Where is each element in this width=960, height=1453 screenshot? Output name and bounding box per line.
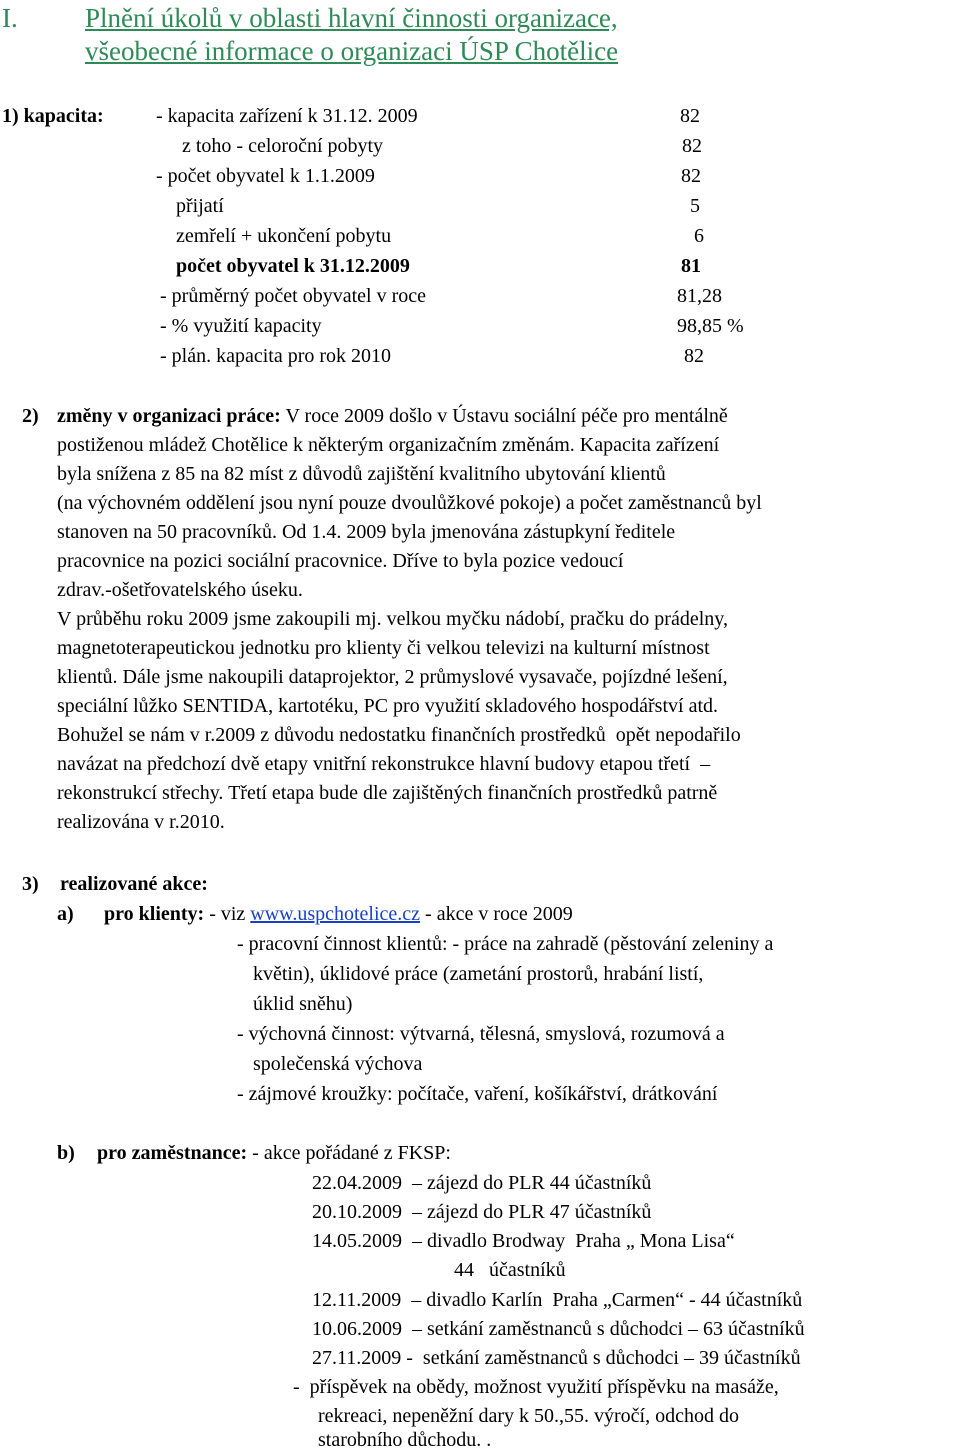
changes-line: zdrav.-ošetřovatelského úseku. bbox=[57, 579, 303, 601]
changes-line: navázat na předchozí dvě etapy vnitřní rekonstrukce hlavní budovy etapou třetí – bbox=[57, 753, 711, 775]
actions-label: realizované akce: bbox=[60, 873, 208, 895]
actions-a-line: úklid sněhu) bbox=[253, 993, 353, 1015]
actions-b-label: pro zaměstnance: bbox=[97, 1142, 248, 1164]
capacity-row-text: - plán. kapacita pro rok 2010 bbox=[160, 345, 392, 367]
actions-a-header bbox=[104, 901, 573, 927]
capacity-row-value: 81,28 bbox=[677, 285, 722, 307]
actions-a-line: - výchovná činnost: výtvarná, tělesná, smyslová, rozumová a bbox=[237, 1023, 725, 1045]
section-title-line-1: Plnění úkolů v oblasti hlavní činnosti organizace, bbox=[85, 3, 618, 33]
changes-line: postiženou mládež Chotělice k některým organizačním změnám. Kapacita zařízení bbox=[57, 434, 720, 456]
capacity-row-text: - kapacita zařízení k 31.12. 2009 bbox=[156, 105, 418, 127]
actions-b-line: rekreaci, nepeněžní dary k 50.,55. výročí, odchod do bbox=[318, 1405, 739, 1427]
actions-b-post: - akce pořádané z FKSP: bbox=[247, 1142, 451, 1164]
actions-b-line: 14.05.2009 – divadlo Brodway Praha „ Mona Lisa“ bbox=[312, 1230, 735, 1252]
changes-line: V průběhu roku 2009 jsme zakoupili mj. velkou myčku nádobí, pračku do prádelny, bbox=[57, 608, 728, 630]
actions-b-line: 20.10.2009 – zájezd do PLR 47 účastníků bbox=[312, 1201, 652, 1223]
actions-b-letter: b) bbox=[57, 1142, 75, 1164]
actions-a-label: pro klienty: bbox=[104, 903, 205, 925]
actions-b-line: 10.06.2009 – setkání zaměstnanců s důchodci – 63 účastníků bbox=[312, 1318, 805, 1340]
section-number: I. bbox=[2, 3, 18, 33]
capacity-row-value: 98,85 % bbox=[677, 315, 744, 337]
changes-line: klientů. Dále jsme nakoupili dataprojektor, 2 průmyslové vysavače, pojízdné lešení, bbox=[57, 666, 728, 688]
actions-b-line: 12.11.2009 – divadlo Karlín Praha „Carmen“ - 44 účastníků bbox=[312, 1289, 803, 1311]
changes-line: (na výchovném oddělení jsou nyní pouze dvoulůžkové pokoje) a počet zaměstnanců byl bbox=[57, 492, 762, 514]
actions-b-header bbox=[97, 1140, 451, 1166]
actions-a-pre: - viz bbox=[204, 903, 251, 925]
capacity-row-value: 82 bbox=[680, 105, 700, 127]
capacity-row-value: 82 bbox=[682, 135, 702, 157]
changes-line: stanoven na 50 pracovníků. Od 1.4. 2009 byla jmenována zástupkyní ředitele bbox=[57, 521, 676, 543]
capacity-row-text: - průměrný počet obyvatel v roce bbox=[160, 285, 427, 307]
actions-b-line: - příspěvek na obědy, možnost využití příspěvku na masáže, bbox=[293, 1376, 779, 1398]
capacity-row-text: přijatí bbox=[176, 195, 224, 217]
capacity-row-text: zemřelí + ukončení pobytu bbox=[176, 225, 392, 247]
changes-first-line bbox=[57, 403, 728, 429]
capacity-row-value: 81 bbox=[681, 255, 701, 277]
actions-number: 3) bbox=[22, 873, 39, 895]
actions-b-line: starobního důchodu. . bbox=[318, 1429, 492, 1451]
changes-first-text: V roce 2009 došlo v Ústavu sociální péče pro mentálně bbox=[280, 405, 728, 427]
capacity-row-text: - počet obyvatel k 1.1.2009 bbox=[156, 165, 375, 187]
capacity-row-text: počet obyvatel k 31.12.2009 bbox=[176, 255, 410, 277]
changes-label: změny v organizaci práce: bbox=[57, 405, 281, 427]
actions-a-post: - akce v roce 2009 bbox=[420, 903, 573, 925]
changes-line: speciální lůžko SENTIDA, kartotéku, PC pro využití skladového hospodářství atd. bbox=[57, 695, 719, 717]
actions-b-line: 44 účastníků bbox=[454, 1259, 566, 1281]
actions-a-letter: a) bbox=[57, 903, 74, 925]
actions-a-line: - zájmové kroužky: počítače, vaření, košíkářství, drátkování bbox=[237, 1083, 718, 1105]
capacity-row-text: z toho - celoroční pobyty bbox=[182, 135, 384, 157]
section-title-line-2: všeobecné informace o organizaci ÚSP Chotělice bbox=[85, 36, 619, 66]
actions-b-line: 27.11.2009 - setkání zaměstnanců s důchodci – 39 účastníků bbox=[312, 1347, 801, 1369]
changes-line: realizována v r.2010. bbox=[57, 811, 225, 833]
changes-line: Bohužel se nám v r.2009 z důvodu nedostatku finančních prostředků opět nepodařilo bbox=[57, 724, 741, 746]
changes-line: pracovnice na pozici sociální pracovnice. Dříve to byla pozice vedoucí bbox=[57, 550, 624, 572]
actions-a-line: květin), úklidové práce (zametání prostorů, hrabání listí, bbox=[253, 963, 704, 985]
changes-line: magnetoterapeutickou jednotku pro klienty či velkou televizi na kulturní místnost bbox=[57, 637, 710, 659]
actions-a-line: společenská výchova bbox=[253, 1053, 423, 1075]
actions-a-line: - pracovní činnost klientů: - práce na zahradě (pěstování zeleniny a bbox=[237, 933, 774, 955]
capacity-row-value: 5 bbox=[690, 195, 700, 217]
website-link[interactable]: www.uspchotelice.cz bbox=[250, 903, 421, 925]
changes-number: 2) bbox=[22, 405, 39, 427]
actions-b-line: 22.04.2009 – zájezd do PLR 44 účastníků bbox=[312, 1172, 652, 1194]
capacity-row-value: 82 bbox=[681, 165, 701, 187]
capacity-label: 1) kapacita: bbox=[2, 105, 104, 127]
capacity-row-value: 82 bbox=[684, 345, 704, 367]
changes-line: byla snížena z 85 na 82 míst z důvodů zajištění kvalitního ubytování klientů bbox=[57, 463, 666, 485]
capacity-row-text: - % využití kapacity bbox=[160, 315, 322, 337]
changes-line: rekonstrukcí střechy. Třetí etapa bude dle zajištěných finančních prostředků patrně bbox=[57, 782, 718, 804]
capacity-row-value: 6 bbox=[694, 225, 704, 247]
